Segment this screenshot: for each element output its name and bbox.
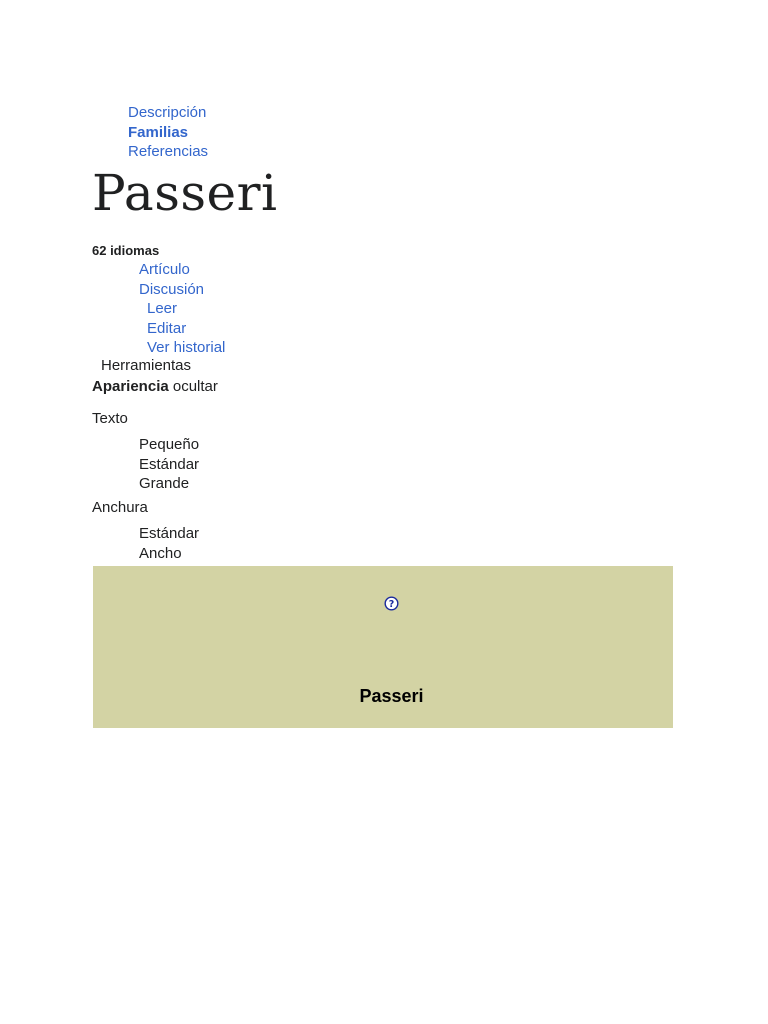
appearance-hide-button[interactable]: ocultar [172, 378, 218, 395]
width-option-standard[interactable]: Estándar [139, 525, 200, 542]
svg-text:?: ? [388, 599, 395, 610]
toc-item-familias[interactable]: Familias [128, 123, 189, 141]
text-size-option-large[interactable]: Grande [139, 475, 190, 492]
languages-button[interactable]: 62 idiomas [92, 243, 160, 258]
text-size-option-standard[interactable]: Estándar [139, 455, 200, 473]
page-title: Passeri [92, 164, 278, 222]
page-tabs [139, 260, 225, 358]
tab-read[interactable]: Leer [147, 300, 178, 317]
table-of-contents [128, 103, 208, 162]
tab-article[interactable]: Artículo [139, 261, 190, 278]
infobox-title: Passeri [359, 686, 424, 706]
toc-item-descripcion[interactable]: Descripción [128, 104, 207, 121]
text-size-label: Texto [92, 410, 128, 427]
text-size-option-small[interactable]: Pequeño [139, 436, 200, 453]
text-size-options [139, 435, 199, 494]
appearance-header [92, 378, 218, 395]
toc-item-referencias[interactable]: Referencias [128, 143, 209, 160]
width-label: Anchura [92, 499, 148, 516]
tab-history[interactable]: Ver historial [147, 339, 226, 356]
tab-edit[interactable]: Editar [147, 319, 187, 337]
appearance-heading: Apariencia [92, 378, 169, 395]
help-question-icon[interactable] [384, 596, 399, 611]
width-option-wide[interactable]: Ancho [139, 544, 182, 562]
tab-discussion[interactable]: Discusión [139, 280, 205, 298]
width-options [139, 524, 199, 563]
tools-menu[interactable]: Herramientas [101, 357, 192, 374]
